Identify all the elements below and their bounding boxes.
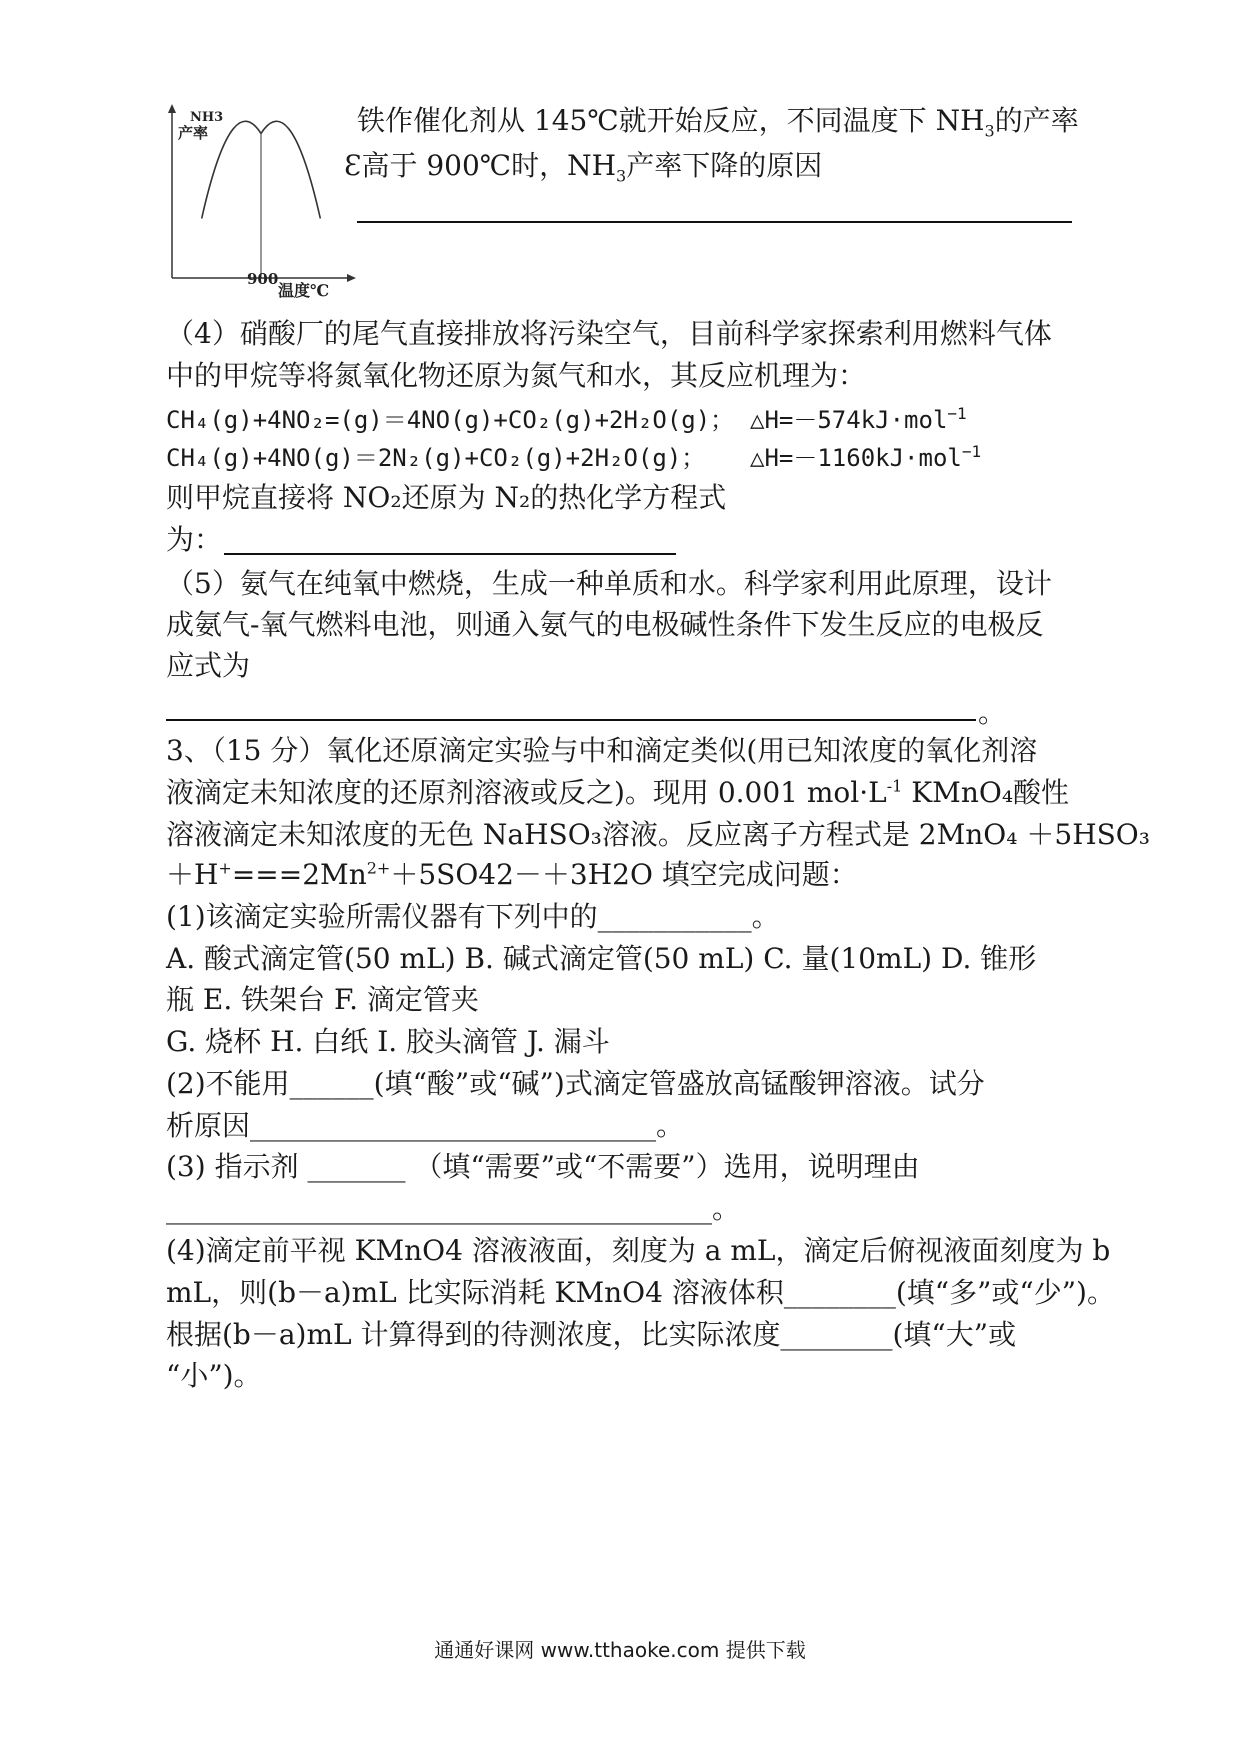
q3-part-2-a: (2)不能用______(填“酸”或“碱”)式滴定管盛放高锰酸钾溶液。试分 bbox=[166, 1067, 985, 1100]
q4-dh2: △H=－1160kJ·mol bbox=[750, 444, 962, 472]
q3-line-4-b: ===2Mn bbox=[231, 858, 367, 891]
q3-part-3-b: _______________________________________。 bbox=[166, 1192, 741, 1225]
q3-line-2 bbox=[166, 773, 1069, 813]
q3-cont-line-2-a: 高于 900℃时，NH bbox=[361, 149, 617, 182]
answer-blank-q4[interactable] bbox=[224, 553, 676, 555]
answer-blank-q3[interactable] bbox=[357, 221, 1072, 223]
q3-part-3-a: (3) 指示剂 _______ （填“需要”或“不需要”）选用，说明理由 bbox=[166, 1150, 920, 1183]
chart-ylabel-top: NH3 bbox=[190, 110, 224, 125]
q3-line-3: 溶液滴定未知浓度的无色 NaHSO₃溶液。反应离子方程式是 2MnO₄ ＋5HSO₃ bbox=[166, 818, 1150, 851]
q3-cont-line-2 bbox=[344, 146, 822, 186]
q4-eq1: CH₄(g)+4NO₂=(g)＝4NO(g)+CO₂(g)+2H₂O(g)； bbox=[166, 406, 735, 434]
q4-line-1: （4）硝酸厂的尾气直接排放将污染空气，目前科学家探索利用燃料气体 bbox=[166, 317, 1052, 350]
q4-line-2: 中的甲烷等将氮氧化物还原为氮气和水，其反应机理为： bbox=[166, 359, 867, 392]
footer-credit: 通通好课网 www.tthaoke.com 提供下载 bbox=[434, 1638, 806, 1662]
q3-line-4-c: ＋5SO42－＋3H2O 填空完成问题： bbox=[390, 858, 858, 891]
q5-line-3: 应式为 bbox=[166, 649, 251, 682]
q3-part-1-options-2: 瓶 E. 铁架台 F. 滴定管夹 bbox=[166, 983, 479, 1016]
q3-part-1-options-1: A. 酸式滴定管(50 mL) B. 碱式滴定管(50 mL) C. 量(10mL) D. 锥形 bbox=[166, 942, 1037, 975]
q4-dh2-sup: −1 bbox=[961, 442, 982, 461]
chart-y-arrow bbox=[168, 104, 176, 113]
q5-end: 。 bbox=[978, 696, 1007, 729]
q4-line-5: 则甲烷直接将 NO₂还原为 N₂的热化学方程式 bbox=[166, 481, 727, 514]
q4-dh-2 bbox=[750, 438, 981, 478]
q3-cont-line-1-sub: 3 bbox=[984, 121, 995, 141]
q3-cont-line-1 bbox=[357, 101, 1079, 141]
q3-part-2-b: 析原因_____________________________。 bbox=[166, 1109, 685, 1142]
q4-dh-1 bbox=[750, 400, 967, 440]
q3-line-4 bbox=[166, 855, 858, 895]
q3-cont-line-2-sub: 3 bbox=[616, 166, 627, 186]
q3-line-4-sup1: + bbox=[218, 858, 232, 878]
q4-eq2: CH₄(g)+4NO(g)＝2N₂(g)+CO₂(g)+2H₂O(g)； bbox=[166, 444, 706, 472]
answer-blank-q5[interactable] bbox=[166, 719, 976, 721]
q3-line-4-sup2: 2+ bbox=[366, 858, 391, 878]
q3-part-4-b: mL，则(b－a)mL 比实际消耗 KMnO4 溶液体积________(填“多”或“少”)。 bbox=[166, 1276, 1115, 1309]
q3-cont-mark: Ɛ bbox=[344, 149, 362, 182]
q3-line-2-sup: -1 bbox=[886, 776, 903, 796]
q3-part-1-options-3: G. 烧杯 H. 白纸 I. 胶头滴管 J. 漏斗 bbox=[166, 1025, 610, 1058]
q3-part-1: (1)该滴定实验所需仪器有下列中的___________。 bbox=[166, 900, 780, 933]
chart-xlabel: 温度℃ bbox=[278, 281, 330, 300]
q4-dh1: △H=－574kJ·mol bbox=[750, 406, 948, 434]
q3-cont-line-2-b: 产率下降的原因 bbox=[626, 149, 823, 182]
q4-line-6 bbox=[166, 520, 222, 560]
q5-line-2: 成氨气-氧气燃料电池，则通入氨气的电极碱性条件下发生反应的电极反 bbox=[166, 608, 1044, 641]
q3-line-4-a: ＋H bbox=[166, 858, 219, 891]
q4-dh1-sup: −1 bbox=[947, 404, 967, 423]
q3-part-4-d: “小”)。 bbox=[166, 1359, 262, 1392]
q4-line-6-text: 为： bbox=[166, 523, 223, 556]
q3-part-4-c: 根据(b－a)mL 计算得到的待测浓度，比实际浓度________(填“大”或 bbox=[166, 1318, 1017, 1351]
q5-line-1: （5）氨气在纯氧中燃烧，生成一种单质和水。科学家利用此原理，设计 bbox=[166, 567, 1052, 600]
nh3-yield-chart bbox=[160, 100, 360, 300]
chart-x-arrow bbox=[347, 274, 356, 282]
q3-part-4-a: (4)滴定前平视 KMnO4 溶液液面，刻度为 a mL，滴定后俯视液面刻度为 b bbox=[166, 1234, 1111, 1267]
q3-cont-line-1-b: 的产率 bbox=[994, 104, 1079, 137]
chart-tick-900: 900 bbox=[247, 270, 279, 288]
chart-ylabel-bottom: 产率 bbox=[178, 124, 209, 142]
q3-line-2-a: 液滴定未知浓度的还原剂溶液或反之)。现用 0.001 mol·L bbox=[166, 776, 887, 809]
q4-equation-1 bbox=[166, 400, 734, 440]
q4-equation-2 bbox=[166, 438, 705, 478]
q3-cont-line-1-a: 铁作催化剂从 145℃就开始反应，不同温度下 NH bbox=[357, 104, 985, 137]
q3-line-1: 3、（15 分）氧化还原滴定实验与中和滴定类似(用已知浓度的氧化剂溶 bbox=[166, 734, 1038, 767]
q3-line-2-b: KMnO₄酸性 bbox=[902, 776, 1070, 809]
